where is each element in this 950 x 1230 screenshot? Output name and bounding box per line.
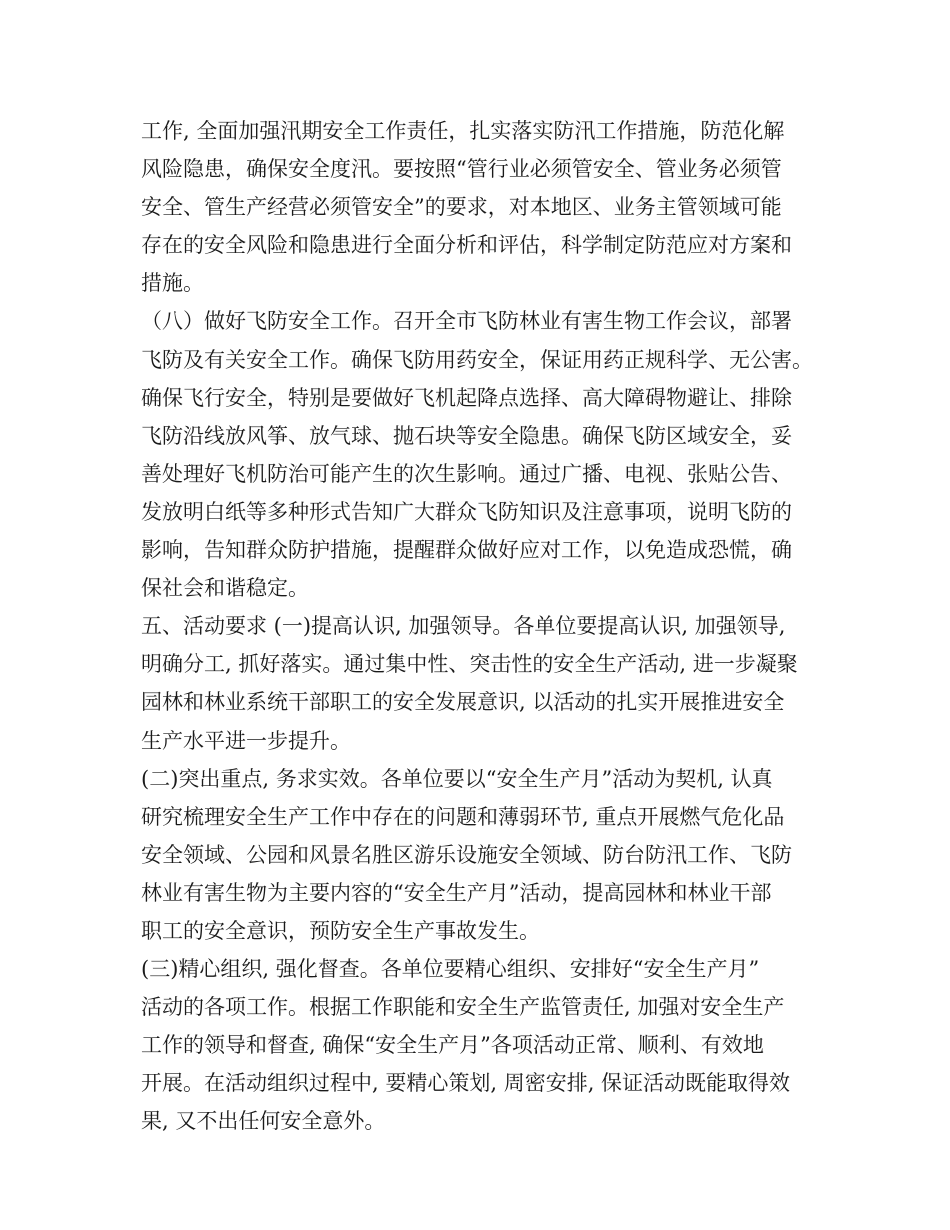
text-line: 影响，告知群众防护措施，提醒群众做好应对工作，以免造成恐慌，确	[141, 538, 792, 563]
text-line: 飞防沿线放风筝、放气球、抛石块等安全隐患。确保飞防区域安全，妥	[141, 423, 792, 448]
text-line: 职工的安全意识，预防安全生产事故发生。	[141, 918, 540, 943]
text-line: 林业有害生物为主要内容的“安全生产月”活动，提高园林和林业干部	[141, 880, 772, 905]
text-line: 开展。在活动组织过程中, 要精心策划, 周密安排, 保证活动既能取得效	[141, 1071, 791, 1096]
text-line: 工作的领导和督查, 确保“安全生产月”各项活动正常、顺利、有效地	[141, 1033, 764, 1058]
text-line: 善处理好飞机防治可能产生的次生影响。通过广播、电视、张贴公告、	[141, 461, 792, 486]
text-line: 生产水平进一步提升。	[141, 728, 351, 753]
text-line: 研究梳理安全生产工作中存在的问题和薄弱环节, 重点开展燃气危化品	[141, 804, 785, 829]
text-line: 保社会和谐稳定。	[141, 576, 309, 601]
text-line: 确保飞行安全，特别是要做好飞机起降点选择、高大障碍物避让、排除	[141, 385, 792, 410]
text-line: 措施。	[141, 271, 204, 296]
text-line: 安全、管生产经营必须管安全”的要求，对本地区、业务主管领域可能	[141, 195, 782, 220]
text-line: 五、活动要求 (一)提高认识, 加强领导。各单位要提高认识, 加强领导,	[141, 614, 786, 639]
text-line: (三)精心组织, 强化督查。各单位要精心组织、安排好“安全生产月”	[141, 957, 760, 982]
text-line: (二)突出重点, 务求实效。各单位要以“安全生产月”活动为契机, 认真	[141, 766, 773, 791]
text-line: 安全领域、公园和风景名胜区游乐设施安全领域、防台防汛工作、飞防	[141, 842, 792, 867]
text-line: 风险隐患，确保安全度汛。要按照“管行业必须管安全、管业务必须管	[141, 157, 782, 182]
text-line: 园林和林业系统干部职工的安全发展意识, 以活动的扎实开展推进安全	[141, 690, 785, 715]
text-line: 发放明白纸等多种形式告知广大群众飞防知识及注意事项，说明飞防的	[141, 499, 792, 524]
text-line: 明确分工, 抓好落实。通过集中性、突击性的安全生产活动, 进一步凝聚	[141, 652, 798, 677]
text-line: 果, 又不出任何安全意外。	[141, 1109, 386, 1134]
text-line: 存在的安全风险和隐患进行全面分析和评估，科学制定防范应对方案和	[141, 233, 792, 258]
text-line: 工作, 全面加强汛期安全工作责任，扎实落实防汛工作措施，防范化解	[141, 119, 785, 143]
text-line: 飞防及有关安全工作。确保飞防用药安全，保证用药正规科学、无公害。	[141, 347, 813, 372]
text-line: 活动的各项工作。根据工作职能和安全生产监管责任, 加强对安全生产	[141, 995, 785, 1020]
document-body	[141, 112, 831, 1141]
text-line: （八）做好飞防安全工作。召开全市飞防林业有害生物工作会议，部署	[141, 309, 792, 334]
